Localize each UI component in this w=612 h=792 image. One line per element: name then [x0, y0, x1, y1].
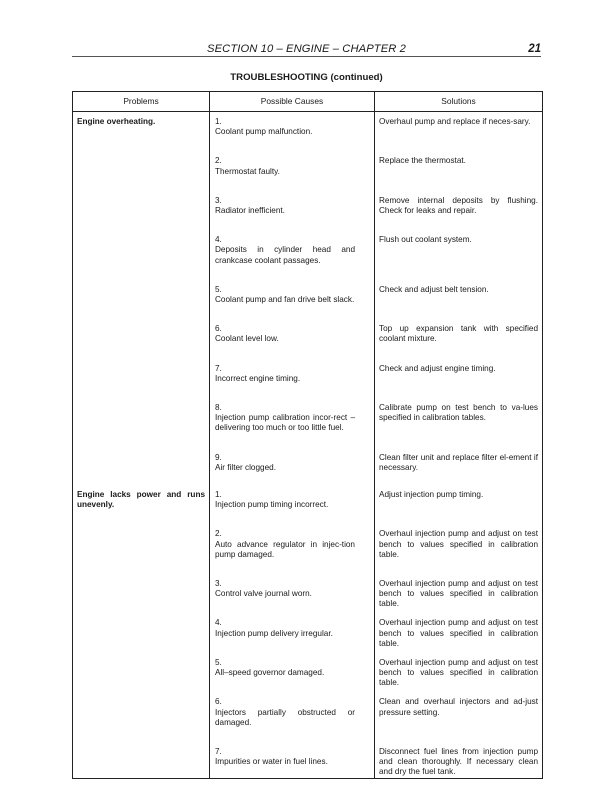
solution-text: Remove internal deposits by flushing. Check for leaks and repair. [379, 195, 538, 216]
cause-number: 1. [215, 117, 222, 126]
cause-text: Coolant pump and fan drive belt slack. [215, 295, 355, 305]
cause-cell [210, 280, 375, 319]
running-header [72, 44, 541, 57]
cause-cell [210, 524, 375, 574]
table-row [73, 485, 543, 524]
solution-text: Adjust injection pump timing. [379, 490, 484, 500]
solution-cell [375, 742, 543, 778]
solution-text: Replace the thermostat. [379, 156, 466, 166]
table-row [73, 524, 543, 574]
table-row [73, 613, 543, 652]
solution-cell [375, 574, 543, 613]
problem-cell: Engine overheating. [73, 112, 210, 152]
cause-number: 4. [215, 235, 222, 245]
problem-cell-empty [73, 280, 210, 319]
solution-text: Overhaul injection pump and adjust on test bench to values specified in calibration table. [379, 618, 538, 648]
solution-cell [375, 448, 543, 485]
solution-cell [375, 230, 543, 280]
solution-cell [375, 398, 543, 448]
problem-cell-empty [73, 742, 210, 778]
cause-text: Incorrect engine timing. [215, 373, 301, 383]
table-header-row [73, 92, 543, 112]
solution-cell [375, 485, 543, 524]
cause-cell [210, 319, 375, 358]
table-row [73, 742, 543, 778]
problem-cell-empty [73, 230, 210, 280]
solution-cell [375, 524, 543, 574]
solution-text: Check and adjust engine timing. [379, 363, 496, 373]
cause-number: 6. [215, 324, 222, 334]
solution-text: Calibrate pump on test bench to va-lues specified in calibration tables. [379, 403, 538, 423]
cause-text: Coolant pump malfunction. [215, 127, 313, 137]
column-header-solutions: Solutions [375, 92, 543, 112]
section-title: SECTION 10 – ENGINE – CHAPTER 2 [207, 43, 406, 55]
cause-cell [210, 151, 375, 190]
cause-number: 6. [215, 697, 222, 707]
cause-text: Injectors partially obstructed or damaged. [215, 707, 355, 727]
solution-cell [375, 653, 543, 692]
cause-text: Injection pump delivery irregular. [215, 628, 333, 638]
problem-cell-empty [73, 319, 210, 358]
cause-text: Thermostat faulty. [215, 166, 280, 176]
cause-cell [210, 653, 375, 692]
solution-cell [375, 692, 543, 742]
cause-number: 5. [215, 284, 222, 294]
cause-cell [210, 613, 375, 652]
column-header-problems: Problems [73, 92, 210, 112]
cause-text: Injection pump timing incorrect. [215, 500, 329, 510]
cause-number: 3. [215, 579, 222, 589]
solution-cell [375, 359, 543, 398]
cause-number: 1. [215, 490, 222, 500]
problem-cell-empty [73, 653, 210, 692]
solution-cell [375, 191, 543, 230]
solution-cell [375, 613, 543, 652]
solution-cell [375, 112, 543, 152]
table-row [73, 191, 543, 230]
cause-cell [210, 112, 375, 152]
cause-text: Auto advance regulator in injec-tion pump damaged. [215, 539, 355, 559]
problem-cell-empty [73, 448, 210, 485]
cause-text: Coolant level low. [215, 334, 279, 344]
cause-number: 7. [215, 363, 222, 373]
table-body [73, 112, 543, 779]
table-row [73, 574, 543, 613]
problem-cell-empty [73, 151, 210, 190]
table-row [73, 230, 543, 280]
problem-cell-empty [73, 191, 210, 230]
cause-number: 7. [215, 746, 222, 756]
solution-cell [375, 151, 543, 190]
cause-cell [210, 191, 375, 230]
solution-cell [375, 280, 543, 319]
column-header-causes: Possible Causes [210, 92, 375, 112]
solution-text: Clean filter unit and replace filter el-ement if necessary. [379, 452, 538, 472]
table-row [73, 398, 543, 448]
cause-number: 8. [215, 403, 222, 413]
cause-number: 3. [215, 195, 222, 205]
cause-cell [210, 742, 375, 778]
solution-text: Check and adjust belt tension. [379, 284, 489, 294]
cause-number: 2. [215, 156, 222, 166]
cause-text: Air filter clogged. [215, 462, 276, 472]
table-row [73, 448, 543, 485]
solution-text: Overhaul injection pump and adjust on test bench to values specified in calibration table. [379, 579, 538, 609]
solution-cell [375, 319, 543, 358]
problem-cell-empty [73, 692, 210, 742]
solution-text: Overhaul injection pump and adjust on test bench to values specified in calibration table. [379, 529, 538, 559]
cause-cell [210, 574, 375, 613]
solution-text: Top up expansion tank with specified coolant mixture. [379, 324, 538, 344]
table-row [73, 280, 543, 319]
cause-text: Radiator inefficient. [215, 206, 285, 216]
troubleshooting-table [72, 91, 543, 779]
cause-text: Impurities or water in fuel lines. [215, 757, 328, 767]
solution-text: Disconnect fuel lines from injection pump and clean thoroughly. If necessary clean and dry the fuel tank. [379, 746, 538, 777]
solution-text: Clean and overhaul injectors and ad-just pressure setting. [379, 697, 538, 717]
solution-text: Overhaul pump and replace if neces-sary. [379, 117, 531, 126]
table-row [73, 151, 543, 190]
page-title: TROUBLESHOOTING (continued) [230, 72, 383, 83]
cause-cell [210, 485, 375, 524]
cause-cell [210, 230, 375, 280]
problem-cell-empty [73, 613, 210, 652]
cause-cell [210, 398, 375, 448]
cause-cell [210, 448, 375, 485]
table-row [73, 359, 543, 398]
cause-cell [210, 359, 375, 398]
cause-text: Deposits in cylinder head and crankcase coolant passages. [215, 245, 355, 265]
cause-number: 2. [215, 529, 222, 539]
problem-cell: Engine lacks power and runs unevenly. [73, 485, 210, 524]
table-row [73, 112, 543, 152]
cause-number: 4. [215, 618, 222, 628]
page-number: 21 [528, 43, 541, 55]
cause-number: 5. [215, 657, 222, 667]
problem-cell-empty [73, 398, 210, 448]
cause-text: Control valve journal worn. [215, 589, 312, 599]
cause-text: Injection pump calibration incor-rect – delivering too much or too little fuel. [215, 413, 355, 433]
problem-cell-empty [73, 359, 210, 398]
solution-text: Overhaul injection pump and adjust on test bench to values specified in calibration table. [379, 657, 538, 688]
problem-cell-empty [73, 574, 210, 613]
problem-cell-empty [73, 524, 210, 574]
table-row [73, 319, 543, 358]
table-row [73, 653, 543, 692]
cause-number: 9. [215, 452, 222, 462]
solution-text: Flush out coolant system. [379, 235, 472, 245]
cause-text: All–speed governor damaged. [215, 668, 325, 678]
cause-cell [210, 692, 375, 742]
table-row [73, 692, 543, 742]
